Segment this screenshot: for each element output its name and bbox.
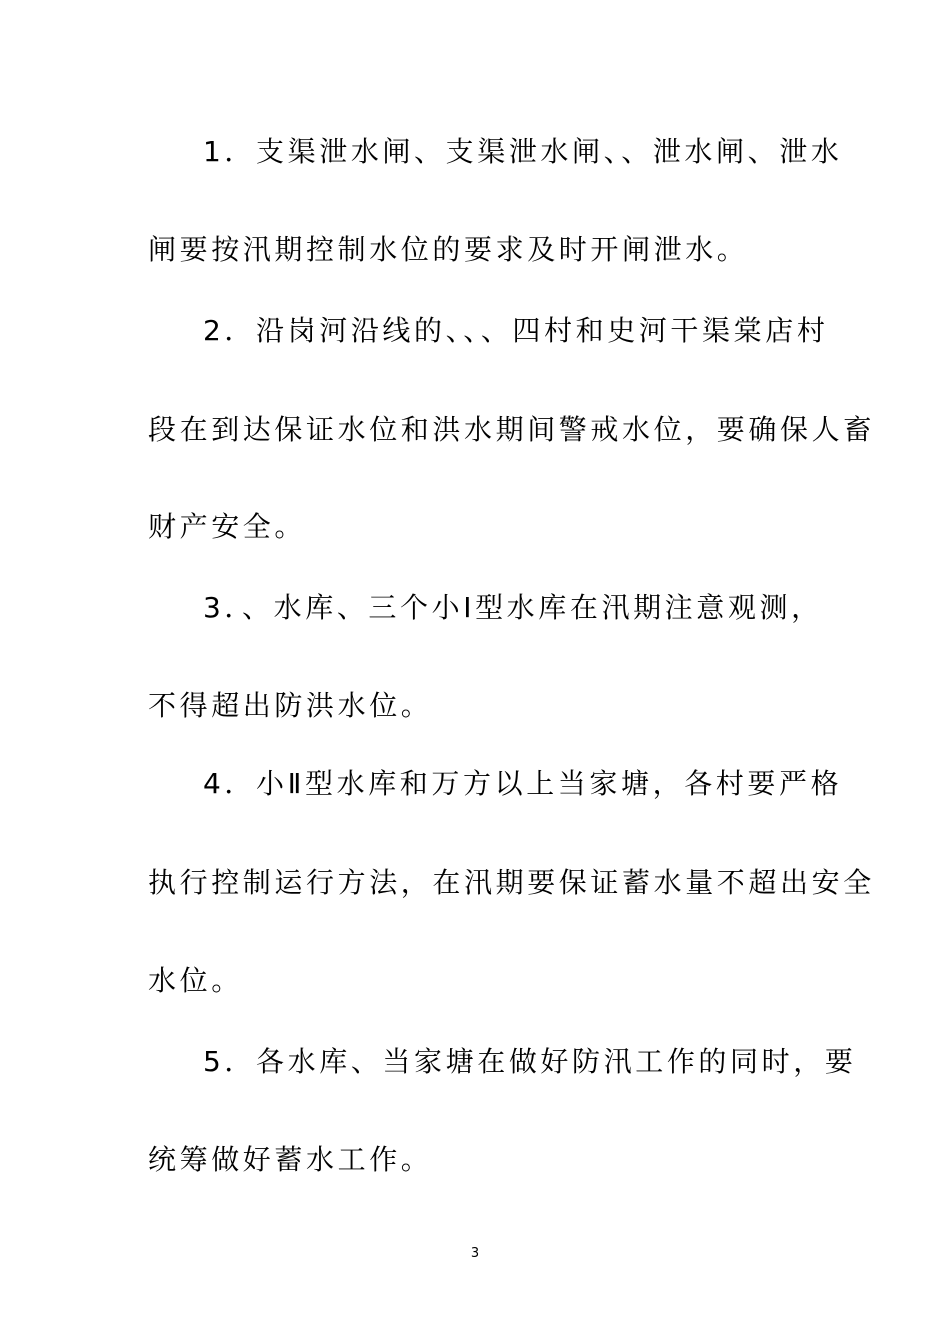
item-2-line-1: 2．沿岗河沿线的、、、四村和史河干渠棠店村 — [203, 314, 829, 347]
item-5-line-2: 统筹做好蓄水工作。 — [148, 1143, 433, 1176]
item-2-line-2: 段在到达保证水位和洪水期间警戒水位，要确保人畜 — [148, 413, 875, 446]
page-number: 3 — [470, 1246, 480, 1261]
item-1-line-1: 1．支渠泄水闸、支渠泄水闸、、泄水闸、泄水 — [203, 135, 843, 168]
item-5-line-1: 5．各水库、当家塘在做好防汛工作的同时，要 — [203, 1045, 857, 1078]
item-1-line-2: 闸要按汛期控制水位的要求及时开闸泄水。 — [148, 233, 749, 266]
item-3-line-1: 3．、水库、三个小Ⅰ型水库在汛期注意观测， — [203, 591, 823, 624]
item-4-line-1: 4．小Ⅱ型水库和万方以上当家塘，各村要严格 — [203, 767, 843, 800]
item-3-line-2: 不得超出防洪水位。 — [148, 689, 433, 722]
item-4-line-3: 水位。 — [148, 964, 243, 997]
item-4-line-2: 执行控制运行方法，在汛期要保证蓄水量不超出安全 — [148, 866, 875, 899]
item-2-line-3: 财产安全。 — [148, 510, 307, 543]
